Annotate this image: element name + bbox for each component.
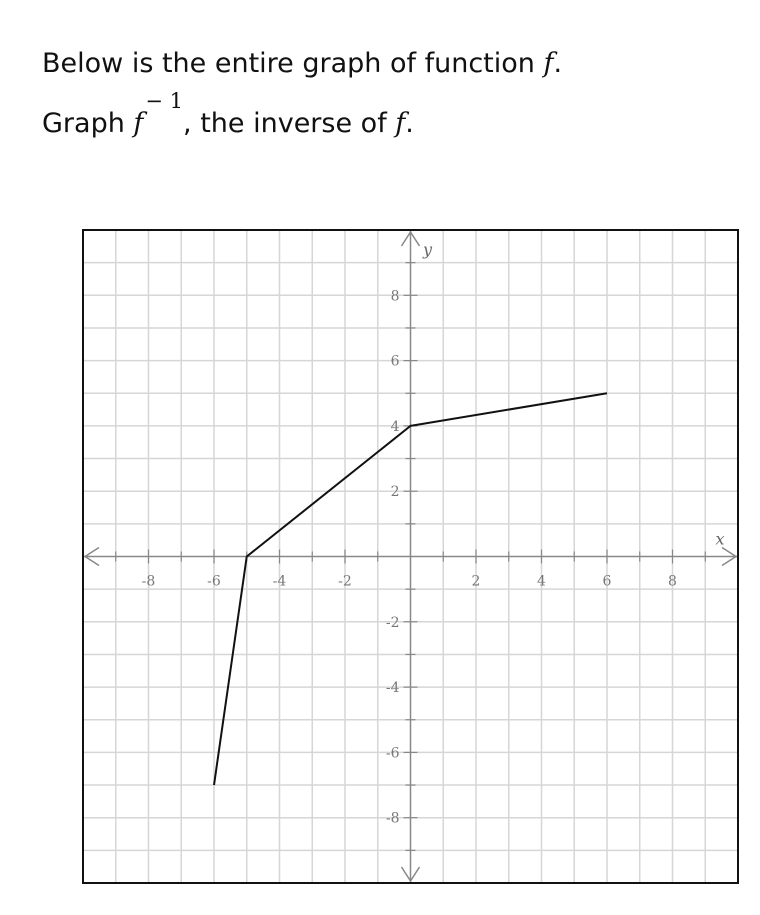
y-tick-label: -2 [385,614,400,631]
y-axis-label: y [422,240,433,259]
x-tick-label: -4 [272,573,287,590]
function-symbol: f [395,108,406,139]
x-tick-label: 4 [537,573,546,590]
x-tick-label: 8 [668,573,677,590]
x-tick-label: -8 [141,573,156,590]
x-tick-label: 2 [471,573,481,590]
y-tick-label: -4 [385,680,400,697]
prompt-text: , the inverse of [183,108,396,139]
function-symbol: f [133,108,144,139]
y-tick-label: 4 [390,418,400,435]
inverse-superscript: − 1 [145,89,184,113]
x-tick-label: -6 [207,573,221,590]
prompt-period: . [553,48,563,79]
y-tick-label: -6 [385,745,400,762]
prompt-text: Below is the entire graph of function [42,48,544,79]
x-tick-label: -2 [338,573,352,590]
prompt-text: Graph [42,108,134,139]
x-tick-label: 6 [602,573,612,590]
prompt-period: . [405,108,414,139]
y-tick-label: 2 [390,484,400,501]
y-tick-label: -8 [385,810,400,827]
y-tick-label: 8 [390,288,400,305]
y-tick-label: 6 [390,353,400,370]
function-symbol: f [543,48,554,79]
x-axis-label: x [715,529,725,549]
